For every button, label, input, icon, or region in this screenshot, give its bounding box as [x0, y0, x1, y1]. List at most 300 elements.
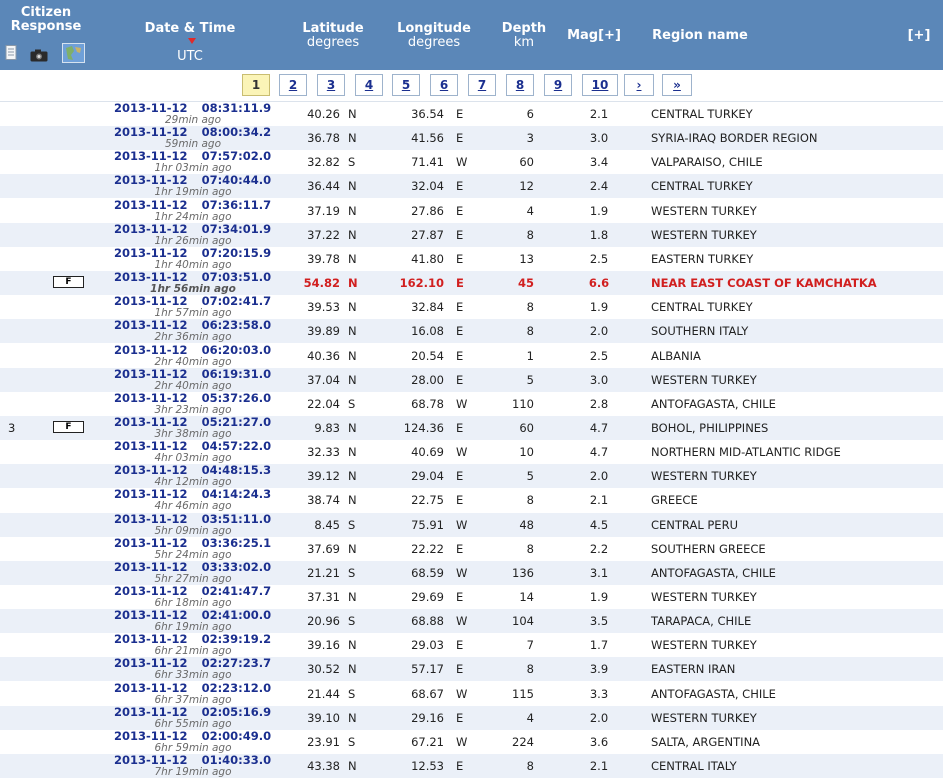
- event-date[interactable]: 2013-11-12: [114, 728, 188, 743]
- event-time[interactable]: 02:41:00.0: [201, 608, 272, 623]
- longitude-value: 27.86: [411, 203, 444, 218]
- event-date[interactable]: 2013-11-12: [114, 294, 188, 309]
- event-date[interactable]: 2013-11-12: [114, 270, 188, 285]
- page-4-button[interactable]: 4: [355, 74, 383, 96]
- longitude-hemisphere: E: [456, 710, 464, 725]
- region-name: ALBANIA: [651, 348, 701, 363]
- region-name: CENTRAL TURKEY: [651, 179, 753, 194]
- table-row[interactable]: [0, 513, 943, 537]
- page-6-button[interactable]: 6: [430, 74, 458, 96]
- event-date[interactable]: 2013-11-12: [114, 221, 188, 236]
- depth-value: 136: [512, 565, 534, 580]
- longitude-hemisphere: E: [456, 759, 464, 774]
- region-name: CENTRAL ITALY: [651, 759, 737, 774]
- region-name: BOHOL, PHILIPPINES: [651, 420, 769, 435]
- magnitude-value: 3.6: [589, 734, 609, 749]
- latitude-value: 37.22: [307, 227, 340, 242]
- latitude-header[interactable]: [296, 22, 370, 50]
- event-date[interactable]: 2013-11-12: [114, 342, 188, 357]
- event-date[interactable]: 2013-11-12: [114, 245, 188, 260]
- event-time[interactable]: 02:41:47.7: [201, 584, 272, 598]
- time-ago: 4hr 46min ago: [154, 500, 232, 513]
- table-header: [0, 0, 943, 70]
- latitude-hemisphere: S: [348, 734, 356, 749]
- event-datetime-link[interactable]: [114, 270, 272, 296]
- longitude-value: 29.03: [411, 638, 444, 653]
- felt-report-button[interactable]: F: [53, 421, 84, 433]
- event-date[interactable]: 2013-11-12: [114, 753, 188, 768]
- event-datetime-link[interactable]: [114, 463, 272, 489]
- latitude-hemisphere: N: [348, 445, 357, 460]
- longitude-label[interactable]: Longitude: [397, 21, 471, 36]
- magnitude-header[interactable]: Mag[+]: [567, 28, 621, 43]
- time-ago: 3hr 23min ago: [154, 403, 232, 416]
- table-row[interactable]: [0, 585, 943, 609]
- time-ago: 4hr 03min ago: [154, 452, 232, 465]
- table-row[interactable]: [0, 464, 943, 488]
- latitude-value: 30.52: [307, 662, 340, 677]
- longitude-hemisphere: E: [456, 300, 464, 315]
- latitude-hemisphere: N: [348, 348, 357, 363]
- time-ago: 6hr 33min ago: [154, 669, 232, 682]
- event-time[interactable]: 02:39:19.2: [201, 632, 272, 647]
- longitude-value: 22.75: [411, 493, 444, 508]
- longitude-hemisphere: E: [456, 251, 464, 266]
- latitude-hemisphere: N: [348, 179, 357, 194]
- table-row[interactable]: [0, 126, 943, 150]
- event-datetime-link[interactable]: [114, 608, 272, 634]
- magnitude-value: 3.0: [589, 131, 609, 146]
- pagination: [0, 70, 943, 102]
- table-row[interactable]: [0, 102, 943, 126]
- magnitude-value: 4.7: [589, 445, 609, 460]
- event-time[interactable]: 03:33:02.0: [201, 559, 272, 574]
- event-date[interactable]: 2013-11-12: [114, 704, 188, 719]
- event-time[interactable]: 07:20:15.9: [201, 245, 272, 260]
- latitude-hemisphere: N: [348, 276, 358, 291]
- table-row[interactable]: [0, 537, 943, 561]
- time-ago: 6hr 19min ago: [154, 621, 232, 634]
- depth-value: 115: [512, 686, 534, 701]
- depth-value: 8: [526, 541, 534, 556]
- longitude-value: 124.36: [403, 420, 444, 435]
- event-date[interactable]: 2013-11-12: [114, 414, 188, 429]
- event-date[interactable]: 2013-11-12: [114, 318, 188, 333]
- longitude-hemisphere: W: [456, 565, 468, 580]
- longitude-value: 41.80: [411, 251, 444, 266]
- event-time[interactable]: 06:19:31.0: [201, 366, 272, 381]
- magnitude-value: 2.1: [589, 493, 609, 508]
- time-ago: 1hr 57min ago: [154, 307, 232, 320]
- time-ago: 6hr 37min ago: [154, 693, 232, 706]
- event-time[interactable]: 06:23:58.0: [201, 318, 272, 333]
- event-time[interactable]: 02:23:12.0: [201, 680, 272, 695]
- event-date[interactable]: 2013-11-12: [114, 559, 188, 574]
- magnitude-value: 2.5: [589, 251, 609, 266]
- latitude-value: 9.83: [314, 420, 340, 435]
- depth-label[interactable]: Depth: [501, 21, 547, 36]
- event-datetime-link[interactable]: [114, 197, 272, 223]
- region-name: WESTERN TURKEY: [651, 203, 757, 218]
- event-time[interactable]: 07:57:02.0: [201, 149, 272, 164]
- latitude-value: 32.33: [307, 445, 340, 460]
- latitude-value: 37.69: [307, 541, 340, 556]
- table-row[interactable]: [0, 706, 943, 730]
- latitude-value: 37.04: [307, 372, 340, 387]
- region-header[interactable]: Region name: [652, 28, 748, 43]
- page-2-button[interactable]: 2: [279, 74, 307, 96]
- event-date[interactable]: 2013-11-12: [114, 584, 188, 598]
- magnitude-value: 2.0: [589, 469, 609, 484]
- event-date[interactable]: 2013-11-12: [114, 511, 188, 526]
- depth-value: 48: [519, 517, 534, 532]
- latitude-hemisphere: N: [348, 710, 357, 725]
- event-time[interactable]: 05:21:27.0: [201, 414, 272, 429]
- table-row[interactable]: [0, 730, 943, 754]
- time-ago: 7hr 19min ago: [154, 766, 232, 778]
- event-date[interactable]: 2013-11-12: [114, 149, 188, 164]
- event-datetime-link[interactable]: [114, 342, 272, 368]
- event-datetime-link[interactable]: [114, 584, 272, 609]
- time-ago: 6hr 21min ago: [154, 645, 232, 658]
- time-ago: 29min ago: [164, 114, 222, 126]
- event-datetime-link[interactable]: [114, 366, 272, 392]
- longitude-value: 40.69: [411, 445, 444, 460]
- event-time[interactable]: 02:27:23.7: [201, 656, 272, 671]
- magnitude-value: 2.0: [589, 710, 609, 725]
- event-date[interactable]: 2013-11-12: [114, 680, 188, 695]
- region-name: SOUTHERN GREECE: [651, 541, 766, 556]
- table-row[interactable]: [0, 561, 943, 585]
- latitude-value: 39.78: [307, 251, 340, 266]
- page-1-button[interactable]: 1: [242, 74, 270, 96]
- page-3-button[interactable]: 3: [317, 74, 345, 96]
- table-row[interactable]: [0, 657, 943, 681]
- time-ago: 2hr 40min ago: [154, 355, 232, 368]
- depth-value: 6: [526, 107, 534, 121]
- depth-value: 4: [526, 710, 534, 725]
- event-time[interactable]: 04:14:24.3: [201, 487, 272, 502]
- event-datetime-link[interactable]: [114, 390, 272, 416]
- event-datetime-link[interactable]: [114, 149, 272, 175]
- latitude-value: 39.53: [307, 300, 340, 315]
- latitude-value: 21.21: [307, 565, 340, 580]
- longitude-hemisphere: W: [456, 396, 468, 411]
- event-date[interactable]: 2013-11-12: [114, 608, 188, 623]
- event-time[interactable]: 07:40:44.0: [201, 173, 272, 188]
- latitude-value: 21.44: [307, 686, 340, 701]
- event-datetime-link[interactable]: [114, 680, 272, 706]
- table-row[interactable]: [0, 754, 943, 778]
- longitude-value: 68.67: [411, 686, 444, 701]
- last-page-button[interactable]: »: [662, 74, 692, 96]
- event-datetime-link[interactable]: [114, 101, 272, 126]
- felt-report-button[interactable]: F: [53, 276, 84, 288]
- latitude-hemisphere: N: [348, 638, 357, 653]
- time-ago: 2hr 36min ago: [154, 331, 232, 344]
- region-name: SYRIA-IRAQ BORDER REGION: [651, 131, 818, 146]
- latitude-hemisphere: N: [348, 203, 357, 218]
- latitude-label[interactable]: Latitude: [302, 21, 364, 36]
- latitude-hemisphere: N: [348, 227, 357, 242]
- magnitude-value: 1.8: [589, 227, 609, 242]
- event-time[interactable]: 02:00:49.0: [201, 728, 272, 743]
- region-name: WESTERN TURKEY: [651, 590, 757, 604]
- event-datetime-link[interactable]: [114, 535, 272, 561]
- event-time[interactable]: 07:03:51.0: [201, 270, 272, 285]
- magnitude-value: 6.6: [588, 276, 610, 291]
- latitude-hemisphere: S: [348, 396, 356, 411]
- depth-value: 110: [512, 396, 534, 411]
- utc-label: UTC: [177, 49, 203, 64]
- table-row[interactable]: [0, 319, 943, 343]
- region-name: WESTERN TURKEY: [651, 372, 757, 387]
- magnitude-value: 3.1: [589, 565, 609, 580]
- longitude-hemisphere: E: [456, 541, 464, 556]
- event-time[interactable]: 07:02:41.7: [201, 294, 272, 309]
- latitude-hemisphere: N: [348, 251, 357, 266]
- latitude-value: 8.45: [314, 517, 340, 532]
- table-row[interactable]: [0, 295, 943, 319]
- latitude-value: 36.78: [307, 131, 340, 146]
- event-datetime-link[interactable]: [114, 414, 272, 440]
- magnitude-value: 2.5: [589, 348, 609, 363]
- latitude-value: 39.12: [307, 469, 340, 484]
- depth-unit: km: [513, 35, 535, 50]
- date-time-header[interactable]: [140, 22, 240, 64]
- page-10-button[interactable]: 10: [582, 74, 618, 96]
- magnitude-value: 1.9: [589, 590, 609, 604]
- depth-value: 8: [526, 300, 534, 315]
- magnitude-value: 3.0: [589, 372, 609, 387]
- longitude-hemisphere: W: [456, 734, 468, 749]
- depth-value: 12: [519, 179, 534, 194]
- event-date[interactable]: 2013-11-12: [114, 632, 188, 647]
- longitude-hemisphere: W: [456, 517, 468, 532]
- latitude-value: 36.44: [307, 179, 340, 194]
- event-date[interactable]: 2013-11-12: [114, 656, 188, 671]
- magnitude-value: 3.5: [589, 614, 609, 629]
- comment-count: 3: [8, 420, 16, 435]
- event-time[interactable]: 08:31:11.9: [201, 101, 272, 115]
- time-ago: 6hr 55min ago: [154, 717, 232, 730]
- longitude-hemisphere: E: [456, 469, 464, 484]
- magnitude-value: 3.3: [589, 686, 609, 701]
- event-time[interactable]: 02:05:16.9: [201, 704, 272, 719]
- longitude-hemisphere: E: [456, 493, 464, 508]
- event-time[interactable]: 07:34:01.9: [201, 221, 272, 236]
- table-row[interactable]: [0, 247, 943, 271]
- page-8-button[interactable]: 8: [506, 74, 534, 96]
- time-ago: 1hr 56min ago: [150, 283, 236, 296]
- depth-value: 5: [526, 372, 534, 387]
- event-date[interactable]: 2013-11-12: [114, 101, 188, 115]
- table-row[interactable]: [0, 344, 943, 368]
- magnitude-value: 3.9: [589, 662, 609, 677]
- region-name: NORTHERN MID-ATLANTIC RIDGE: [651, 445, 841, 460]
- latitude-hemisphere: S: [348, 565, 356, 580]
- region-name: ANTOFAGASTA, CHILE: [651, 565, 776, 580]
- time-ago: 5hr 09min ago: [154, 524, 232, 537]
- depth-value: 60: [519, 420, 534, 435]
- event-datetime-link[interactable]: [114, 728, 272, 754]
- page-5-button[interactable]: 5: [392, 74, 420, 96]
- magnitude-value: 1.7: [589, 638, 609, 653]
- table-row[interactable]: [0, 416, 943, 440]
- page-9-button[interactable]: 9: [544, 74, 572, 96]
- depth-value: 13: [519, 251, 534, 266]
- longitude-value: 68.78: [411, 396, 444, 411]
- page-7-button[interactable]: 7: [468, 74, 496, 96]
- next-page-button[interactable]: ›: [624, 74, 654, 96]
- longitude-value: 41.56: [411, 131, 444, 146]
- region-name: VALPARAISO, CHILE: [651, 155, 763, 170]
- latitude-hemisphere: N: [348, 372, 357, 387]
- event-date[interactable]: 2013-11-12: [114, 439, 188, 454]
- region-name: WESTERN TURKEY: [651, 710, 757, 725]
- region-name: WESTERN TURKEY: [651, 469, 757, 484]
- latitude-hemisphere: N: [348, 300, 357, 315]
- document-icon[interactable]: [5, 45, 17, 64]
- region-name: CENTRAL TURKEY: [651, 300, 753, 315]
- time-ago: 3hr 38min ago: [154, 427, 232, 440]
- latitude-value: 37.19: [307, 203, 340, 218]
- magnitude-value: 2.8: [589, 396, 609, 411]
- table-row[interactable]: [0, 199, 943, 223]
- date-time-label[interactable]: Date & Time: [144, 21, 236, 36]
- latitude-hemisphere: N: [348, 131, 357, 146]
- table-row[interactable]: [0, 440, 943, 464]
- event-date[interactable]: 2013-11-12: [114, 535, 188, 550]
- depth-value: 10: [519, 445, 534, 460]
- table-row[interactable]: [0, 488, 943, 512]
- longitude-unit: degrees: [407, 35, 461, 50]
- table-row[interactable]: [0, 392, 943, 416]
- longitude-hemisphere: E: [456, 227, 464, 242]
- latitude-value: 40.26: [307, 107, 340, 121]
- longitude-hemisphere: E: [456, 131, 464, 146]
- magnitude-value: 1.9: [589, 203, 609, 218]
- event-time[interactable]: 01:40:33.0: [201, 753, 272, 768]
- event-date[interactable]: 2013-11-12: [114, 125, 188, 140]
- table-row[interactable]: [0, 368, 943, 392]
- depth-header[interactable]: [494, 22, 554, 50]
- longitude-value: 162.10: [399, 276, 444, 291]
- longitude-hemisphere: W: [456, 445, 468, 460]
- event-date[interactable]: 2013-11-12: [114, 390, 188, 405]
- event-datetime-link[interactable]: [114, 511, 272, 537]
- camera-icon[interactable]: [30, 47, 48, 66]
- event-datetime-link[interactable]: [114, 318, 272, 344]
- event-time[interactable]: 07:36:11.7: [201, 197, 272, 212]
- longitude-value: 16.08: [411, 324, 444, 339]
- event-date[interactable]: 2013-11-12: [114, 463, 188, 478]
- region-name: EASTERN IRAN: [651, 662, 736, 677]
- event-date[interactable]: 2013-11-12: [114, 173, 188, 188]
- event-datetime-link[interactable]: [114, 632, 272, 658]
- event-datetime-link[interactable]: [114, 173, 272, 199]
- magnitude-value: 4.7: [589, 420, 609, 435]
- region-name: EASTERN TURKEY: [651, 251, 754, 266]
- time-ago: 6hr 59min ago: [154, 741, 232, 754]
- table-row[interactable]: [0, 223, 943, 247]
- region-name: SALTA, ARGENTINA: [651, 734, 761, 749]
- latitude-hemisphere: N: [348, 590, 357, 604]
- event-time[interactable]: 04:57:22.0: [201, 439, 272, 454]
- latitude-value: 39.89: [307, 324, 340, 339]
- longitude-hemisphere: E: [456, 107, 464, 121]
- latitude-hemisphere: S: [348, 614, 356, 629]
- time-ago: 4hr 12min ago: [154, 476, 232, 489]
- longitude-header[interactable]: [394, 22, 474, 50]
- event-datetime-link[interactable]: [114, 294, 272, 320]
- longitude-value: 68.88: [411, 614, 444, 629]
- event-time[interactable]: 03:51:11.0: [201, 511, 272, 526]
- latitude-value: 54.82: [303, 276, 340, 291]
- depth-value: 4: [526, 203, 534, 218]
- longitude-value: 36.54: [411, 107, 444, 121]
- map-icon[interactable]: [62, 43, 85, 67]
- region-name: ANTOFAGASTA, CHILE: [651, 396, 776, 411]
- event-date[interactable]: 2013-11-12: [114, 366, 188, 381]
- table-row[interactable]: [0, 174, 943, 198]
- magnitude-value: 2.1: [589, 107, 609, 121]
- event-time[interactable]: 03:36:25.1: [201, 535, 272, 550]
- event-date[interactable]: 2013-11-12: [114, 197, 188, 212]
- depth-value: 8: [526, 227, 534, 242]
- event-date[interactable]: 2013-11-12: [114, 487, 188, 502]
- latitude-hemisphere: N: [348, 469, 357, 484]
- table-row[interactable]: [0, 682, 943, 706]
- longitude-hemisphere: E: [456, 420, 464, 435]
- event-datetime-link[interactable]: [114, 559, 272, 585]
- expand-columns-button[interactable]: [+]: [907, 28, 931, 43]
- latitude-hemisphere: N: [348, 662, 357, 677]
- event-datetime-link[interactable]: [114, 125, 272, 151]
- longitude-value: 12.53: [411, 759, 444, 774]
- time-ago: 1hr 26min ago: [154, 234, 232, 247]
- longitude-value: 29.04: [411, 469, 444, 484]
- sort-desc-icon[interactable]: [188, 38, 196, 44]
- longitude-hemisphere: E: [456, 638, 464, 653]
- event-datetime-link[interactable]: [114, 704, 272, 730]
- event-datetime-link[interactable]: [114, 487, 272, 513]
- table-row[interactable]: [0, 271, 943, 295]
- event-datetime-link[interactable]: [114, 753, 272, 778]
- citizen-response-header: Citizen Response: [10, 5, 82, 34]
- event-time[interactable]: 06:20:03.0: [201, 342, 272, 357]
- table-row[interactable]: [0, 609, 943, 633]
- depth-value: 104: [512, 614, 534, 629]
- longitude-value: 29.69: [411, 590, 444, 604]
- event-datetime-link[interactable]: [114, 221, 272, 247]
- event-time[interactable]: 05:37:26.0: [201, 390, 272, 405]
- depth-value: 8: [526, 662, 534, 677]
- latitude-hemisphere: N: [348, 493, 357, 508]
- magnitude-value: 2.1: [589, 759, 609, 774]
- event-datetime-link[interactable]: [114, 656, 272, 682]
- table-row[interactable]: [0, 150, 943, 174]
- event-datetime-link[interactable]: [114, 439, 272, 465]
- event-datetime-link[interactable]: [114, 245, 272, 271]
- time-ago: 1hr 19min ago: [154, 186, 232, 199]
- event-time[interactable]: 08:00:34.2: [201, 125, 272, 140]
- table-row[interactable]: [0, 633, 943, 657]
- latitude-unit: degrees: [306, 35, 360, 50]
- event-time[interactable]: 04:48:15.3: [201, 463, 272, 478]
- latitude-hemisphere: N: [348, 541, 357, 556]
- longitude-value: 75.91: [411, 517, 444, 532]
